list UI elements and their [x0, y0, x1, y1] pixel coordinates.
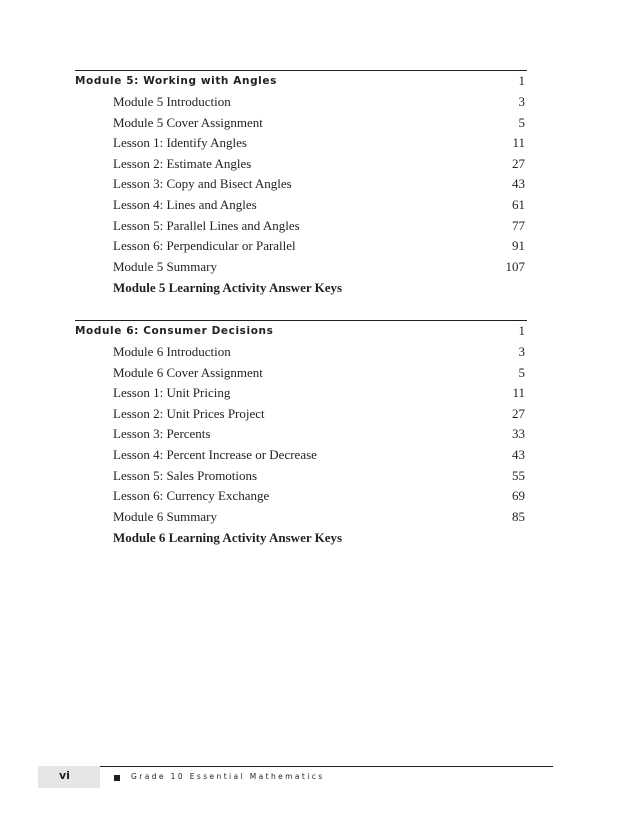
- toc-entry: [75, 406, 527, 427]
- toc-entry: [75, 115, 527, 136]
- answer-keys-label: Module 5 Learning Activity Answer Keys: [113, 280, 343, 296]
- toc-entry-label: Lesson 6: Perpendicular or Parallel: [113, 238, 296, 254]
- toc-entry: [75, 197, 527, 218]
- toc-entry: [75, 176, 527, 197]
- toc-entry: [75, 488, 527, 509]
- toc-entry: [75, 447, 527, 468]
- toc-entry-label: Lesson 3: Copy and Bisect Angles: [113, 176, 292, 192]
- toc-entry-label: Lesson 2: Estimate Angles: [113, 155, 252, 171]
- toc-entry-page: 5: [518, 364, 525, 380]
- toc-entry-page: 33: [512, 426, 525, 442]
- toc-entry: [75, 238, 527, 259]
- toc-entry-label: Module 6 Cover Assignment: [113, 364, 263, 380]
- toc-entry-label: Module 6 Summary: [113, 508, 217, 524]
- toc-entry: [75, 509, 527, 530]
- toc-entry-page: 85: [512, 508, 525, 524]
- module-title: Module 6: Consumer Decisions: [75, 325, 274, 337]
- toc-module-5: [75, 70, 527, 299]
- toc-entry-page: 5: [518, 114, 525, 130]
- toc-entry-label: Lesson 5: Parallel Lines and Angles: [113, 217, 300, 233]
- book-title: Grade 10 Essential Mathematics: [131, 772, 325, 781]
- answer-keys-label: Module 6 Learning Activity Answer Keys: [113, 530, 343, 546]
- toc-entry-label: Module 5 Summary: [113, 258, 217, 274]
- toc-entry: [75, 259, 527, 280]
- toc-entry-page: 27: [512, 405, 525, 421]
- toc-entry-page: 69: [512, 488, 525, 504]
- toc-entry-label: Lesson 2: Unit Prices Project: [113, 405, 265, 421]
- toc-entry-label: Lesson 4: Lines and Angles: [113, 196, 257, 212]
- toc-entry-label: Lesson 6: Currency Exchange: [113, 488, 270, 504]
- toc-entry-page: 43: [512, 446, 525, 462]
- toc-entry-label: Lesson 5: Sales Promotions: [113, 467, 258, 483]
- toc-entry-label: Lesson 3: Percents: [113, 426, 211, 442]
- toc-entry-page: 91: [512, 238, 525, 254]
- toc-entry: [75, 344, 527, 365]
- module-divider: [75, 320, 527, 321]
- toc-entry-label: Lesson 1: Identify Angles: [113, 135, 247, 151]
- toc-entry-label: Module 5 Introduction: [113, 94, 231, 109]
- module-title: Module 5: Working with Angles: [75, 75, 277, 87]
- footer-rule: [100, 766, 553, 767]
- page-number: vi: [59, 769, 70, 782]
- toc-entry: [75, 426, 527, 447]
- page-footer: [38, 766, 553, 788]
- toc-entry-label: Lesson 1: Unit Pricing: [113, 385, 231, 401]
- toc-entry-page: 55: [512, 467, 525, 483]
- answer-keys-entry: [75, 279, 527, 299]
- toc-entry-page: 107: [505, 258, 525, 274]
- toc-entry-page: 43: [512, 176, 525, 192]
- toc-entry-page: 11: [512, 385, 525, 401]
- toc-entry-page: 77: [512, 217, 525, 233]
- toc-entry-label: Module 5 Cover Assignment: [113, 114, 263, 130]
- toc-entry: [75, 94, 527, 115]
- toc-entry-page: 61: [512, 196, 525, 212]
- module-divider: [75, 70, 527, 71]
- module-page-number: 1: [518, 323, 525, 338]
- toc-entry-page: 11: [512, 135, 525, 151]
- toc-entry-label: Module 6 Introduction: [113, 344, 231, 359]
- toc-entry: [75, 135, 527, 156]
- square-bullet-icon: [114, 775, 120, 781]
- toc-entry-page: 3: [518, 344, 525, 359]
- toc-entry-page: 27: [512, 155, 525, 171]
- toc-entry: [75, 468, 527, 489]
- toc-entry-page: 3: [518, 94, 525, 109]
- module-heading-row: [75, 74, 527, 94]
- page-number-tab: [38, 766, 100, 788]
- toc-entry: [75, 385, 527, 406]
- toc-module-6: [75, 320, 527, 549]
- toc-entry: [75, 218, 527, 239]
- toc-entry: [75, 156, 527, 177]
- toc-entry-label: Lesson 4: Percent Increase or Decrease: [113, 446, 317, 462]
- module-page-number: 1: [518, 73, 525, 88]
- toc-entry: [75, 365, 527, 386]
- module-heading-row: [75, 324, 527, 344]
- answer-keys-entry: [75, 529, 527, 549]
